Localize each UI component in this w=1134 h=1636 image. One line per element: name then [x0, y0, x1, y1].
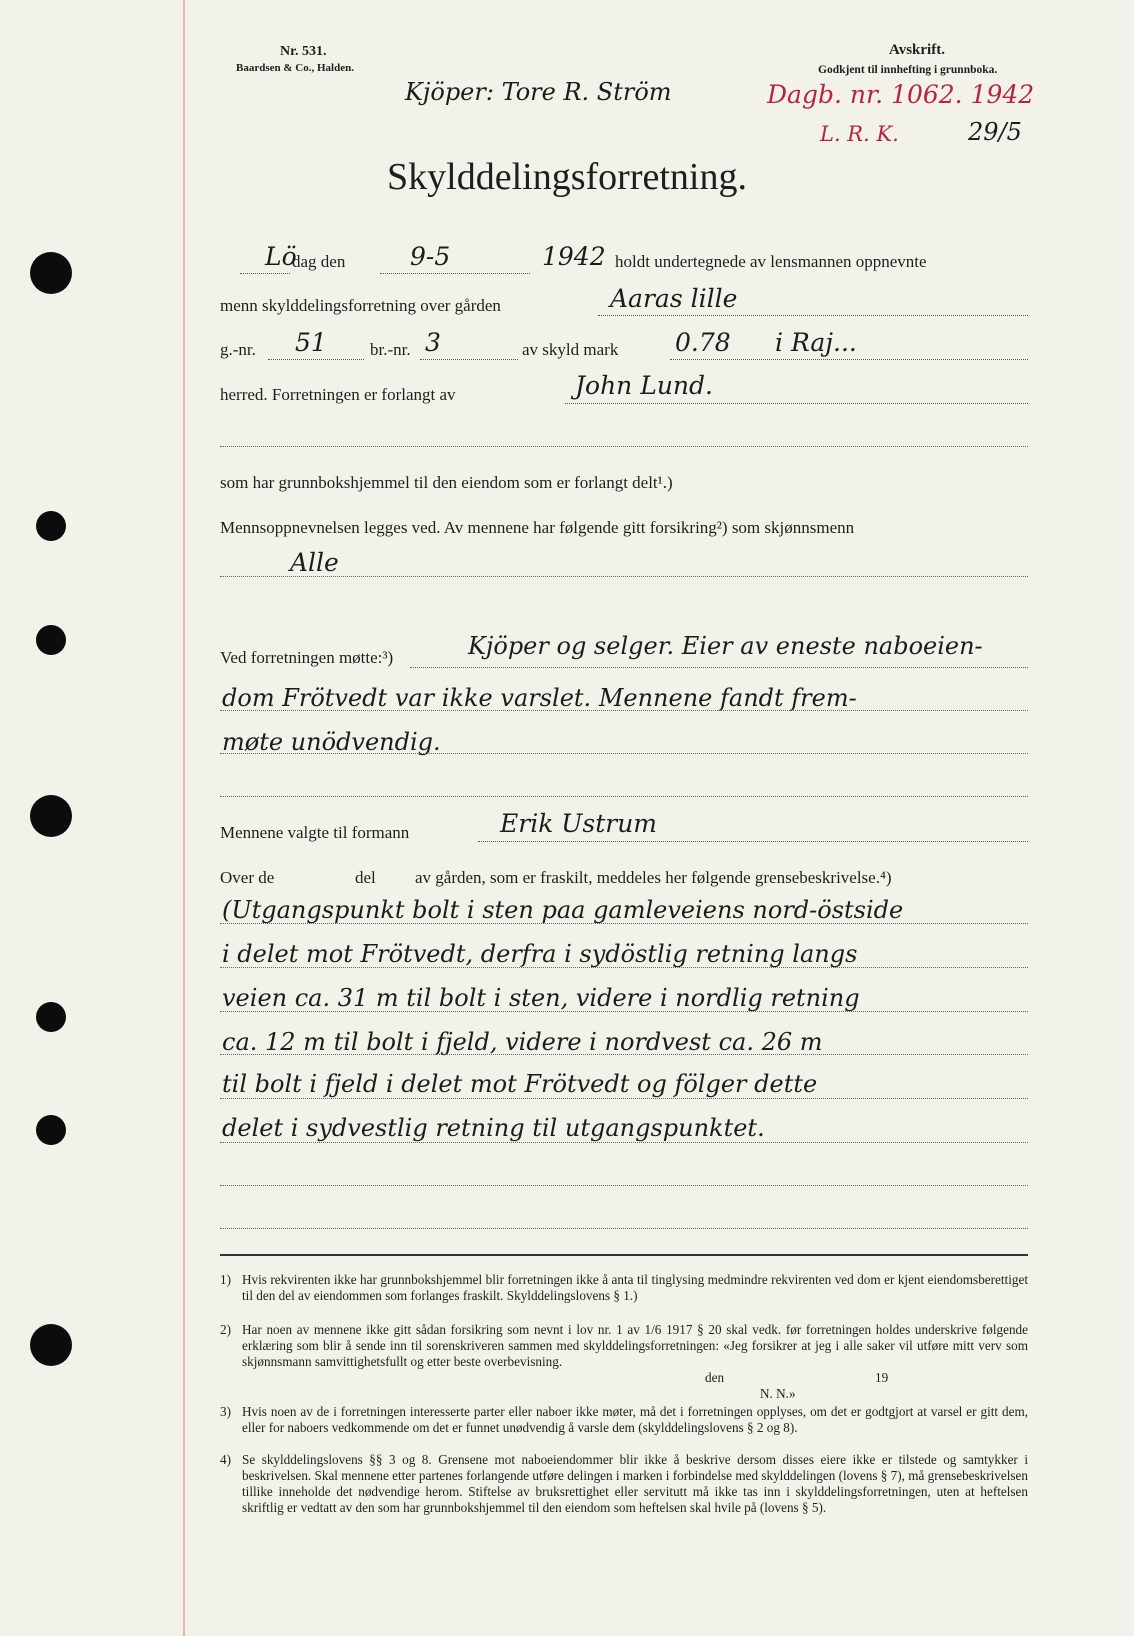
date-note: 29/5	[968, 118, 1022, 146]
form-row: som har grunnbokshjemmel til den eiendom som er forlangt delt¹.)	[220, 473, 673, 492]
punch-hole	[30, 795, 72, 837]
herred-entry: i Raj...	[775, 328, 857, 357]
chairman-entry: Erik Ustrum	[500, 809, 657, 838]
date-entry: 9-5	[410, 242, 451, 271]
dagbok-note: Dagb. nr. 1062. 1942	[767, 80, 1035, 109]
punch-hole	[30, 252, 72, 294]
footnote: 4) Se skylddelingslovens §§ 3 og 8. Grensene mot naboeiendommer blir ikke å beskrive dersom disses eiere ikke er tilstede og samtykker i beskrivelsen. Skal mennene etter partenes forlangende utføre delingen i marken i forbindelse med skylddelingen (lovens § 7), må grensebeskrivelsen tillike inneholde det nødvendige herom. Stiftelse av bruksrettighet eller servitutt må ikke tas inn i skylddelingsforretningen, uten at heftelsen skriftlig er vedtatt av den som har grunnbokshjemmel til den eiendom som heftelsen skal hvile på (lovens § 5).	[220, 1452, 1028, 1515]
mark-entry: 0.78	[675, 328, 731, 357]
footnote: 1) Hvis rekvirenten ikke har grunnbokshjemmel blir forretningen ikke å anta til tinglysing medmindre rekvirenten ved dom er kjent eiendomsberettiget til den del av eiendommen som forlanges fraskilt. Skylddelingslovens § 1.)	[220, 1272, 1028, 1303]
boundary-line: veien ca. 31 m til bolt i sten, videre i nordlig retning	[222, 984, 860, 1012]
punch-hole	[36, 1115, 66, 1145]
brnr-entry: 3	[425, 328, 441, 357]
skjonnsmenn-entry: Alle	[290, 548, 339, 577]
gnr-entry: 51	[295, 328, 327, 357]
requester-entry: John Lund.	[575, 371, 713, 400]
footnote-divider	[220, 1254, 1028, 1256]
initials-note: L. R. K.	[820, 122, 899, 146]
form-row: Mennsoppnevnelsen legges ved. Av mennene har følgende gitt forsikring²) som skjønnsmenn	[220, 518, 855, 537]
day-entry: Lö	[265, 242, 297, 271]
boundary-line: til bolt i fjeld i delet mot Frötvedt og fölger dette	[222, 1070, 818, 1098]
farm-entry: Aaras lille	[610, 284, 738, 313]
year-entry: 1942	[542, 242, 606, 271]
attendance-entry-2: dom Frötvedt var ikke varslet. Mennene fandt frem-	[222, 684, 857, 712]
attendance-entry-3: møte unödvendig.	[222, 728, 441, 756]
publisher: Baardsen & Co., Halden.	[236, 62, 354, 74]
form-number: Nr. 531.	[280, 44, 327, 59]
boundary-line: delet i sydvestlig retning til utgangspunktet.	[222, 1114, 765, 1142]
godkjent-label: Godkjent til innhefting i grunnboka.	[818, 64, 998, 76]
punch-hole	[36, 625, 66, 655]
margin-line	[183, 0, 185, 1636]
punch-hole	[30, 1324, 72, 1366]
punch-hole	[36, 1002, 66, 1032]
boundary-line: ca. 12 m til bolt i fjeld, videre i nordvest ca. 26 m	[222, 1028, 823, 1056]
attendance-entry: Kjöper og selger. Eier av eneste naboeien-	[468, 632, 983, 660]
document-title: Skylddelingsforretning.	[387, 156, 747, 198]
boundary-line: i delet mot Frötvedt, derfra i sydöstlig retning langs	[222, 940, 858, 968]
punch-hole	[36, 511, 66, 541]
footnote: 2) Har noen av mennene ikke gitt sådan forsikring som nevnt i lov nr. 1 av 1/6 1917 § 20 skal vedk. før forretningen holdes underskrive følgende erklæring som blir å sende inn til sorenskriveren sammen med skylddelingsforretningen: «Jeg forsikrer at jeg i alle saker vil utføre mitt verv som skjønnsmann samvittighetsfullt og etter beste overbevisning.	[220, 1322, 1028, 1369]
footnote-signature-line: den 19 N. N.»	[705, 1370, 889, 1401]
avskrift-label: Avskrift.	[889, 42, 945, 58]
boundary-line: (Utgangspunkt bolt i sten paa gamleveiens nord-östside	[222, 896, 904, 924]
footnote: 3) Hvis noen av de i forretningen interesserte parter eller naboer ikke møter, må det i forretningen opplyses, om det er godtgjort at varsel er gitt dem, eller for naboers vedkommende om det er funnet unødvendig å varsle dem (skylddelingslovens § 2 og 8).	[220, 1404, 1028, 1435]
kjoper-note: Kjöper: Tore R. Ström	[405, 78, 672, 106]
